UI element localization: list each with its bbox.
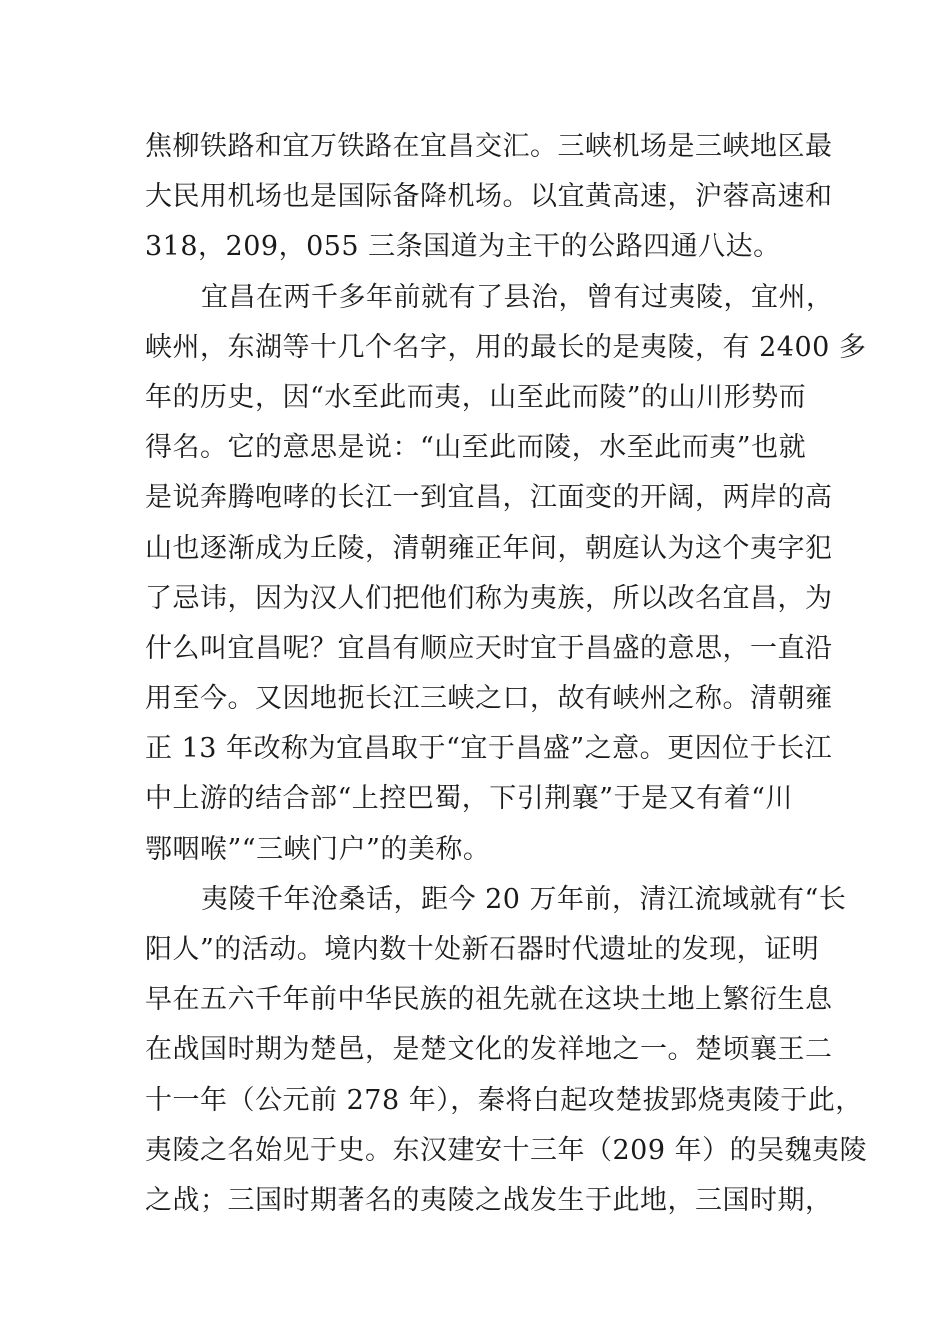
text-line: 正 13 年改称为宜昌取于“宜于昌盛”之意。更因位于长江: [145, 733, 833, 765]
text-line: 宜昌在两千多年前就有了县治，曾有过夷陵，宜州，: [201, 281, 834, 313]
text-line: 了忌讳，因为汉人们把他们称为夷族，所以改名宜昌，为: [145, 582, 833, 614]
text-line: 峡州，东湖等十几个名字，用的最长的是夷陵，有 2400 多: [145, 331, 867, 363]
text-line: 夷陵千年沧桑话，距今 20 万年前，清江流域就有“长: [201, 883, 847, 915]
text-line: 大民用机场也是国际备降机场。以宜黄高速，沪蓉高速和: [145, 181, 833, 213]
text-line: 在战国时期为楚邑，是楚文化的发祥地之一。楚顷襄王二: [145, 1034, 833, 1066]
text-line: 用至今。又因地扼长江三峡之口，故有峡州之称。清朝雍: [145, 683, 833, 715]
text-line: 阳人”的活动。境内数十处新石器时代遗址的发现，证明: [145, 934, 820, 965]
text-line: 之战；三国时期著名的夷陵之战发生于此地，三国时期，: [145, 1184, 833, 1216]
text-line: 什么叫宜昌呢？宜昌有顺应天时宜于昌盛的意思，一直沿: [145, 632, 833, 664]
text-line: 鄂咽喉”“三峡门户”的美称。: [145, 833, 491, 865]
text-line: 得名。它的意思是说：“山至此而陵，水至此而夷”也就: [145, 432, 807, 464]
text-line: 夷陵之名始见于史。东汉建安十三年（209 年）的吴魏夷陵: [145, 1134, 868, 1166]
text-line: 焦柳铁路和宜万铁路在宜昌交汇。三峡机场是三峡地区最: [145, 131, 833, 162]
body-text: [145, 122, 868, 1226]
text-line: 中上游的结合部“上控巴蜀，下引荆襄”于是又有着“川: [145, 783, 793, 815]
text-line: 早在五六千年前中华民族的祖先就在这块土地上繁衍生息: [145, 984, 833, 1016]
text-line: 十一年（公元前 278 年），秦将白起攻楚拔郢烧夷陵于此，: [145, 1084, 863, 1116]
text-line: 年的历史，因“水至此而夷，山至此而陵”的山川形势而: [145, 381, 807, 413]
text-line: 是说奔腾咆哮的长江一到宜昌，江面变的开阔，两岸的高: [145, 482, 833, 514]
text-line: 山也逐渐成为丘陵，清朝雍正年间，朝庭认为这个夷字犯: [145, 532, 833, 564]
text-line: 318，209，055 三条国道为主干的公路四通八达。: [145, 231, 781, 263]
